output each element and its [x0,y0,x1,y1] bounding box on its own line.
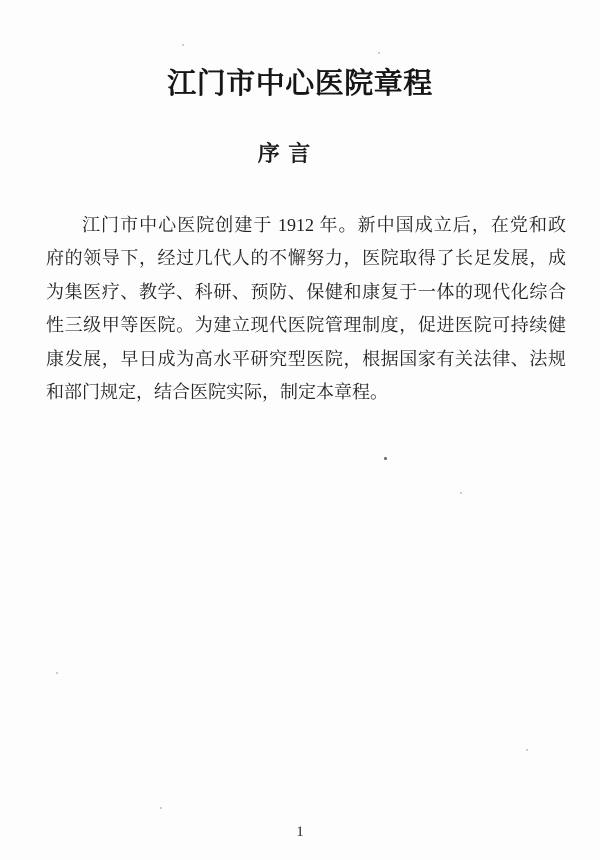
paragraph-line: 府的领导下，经过几代人的不懈努力，医院取得了长足发展，成 [46,248,566,269]
preface-heading: 序 言 [257,141,311,166]
scan-speck [384,457,387,460]
paragraph-line: 康发展，早日成为高水平研究型医院，根据国家有关法律、法规 [46,348,566,369]
document-title: 江门市中心医院章程 [167,68,433,100]
page-number: 1 [296,824,304,840]
scan-speck [460,492,462,494]
paragraph-line: 为集医疗、教学、科研、预防、保健和康复于一体的现代化综合 [46,281,566,302]
paragraph-line: 江门市中心医院创建于 1912 年。新中国成立后，在党和政 [82,215,566,235]
scan-speck [378,52,380,54]
paragraph-line: 性三级甲等医院。为建立现代医院管理制度，促进医院可持续健 [46,315,566,336]
scan-speck [526,749,528,751]
paragraph-line: 和部门规定，结合医院实际，制定本章程。 [46,382,388,403]
scan-speck [160,807,162,809]
scan-speck [182,44,184,46]
scan-speck [56,672,58,674]
preface-paragraph [46,209,566,409]
